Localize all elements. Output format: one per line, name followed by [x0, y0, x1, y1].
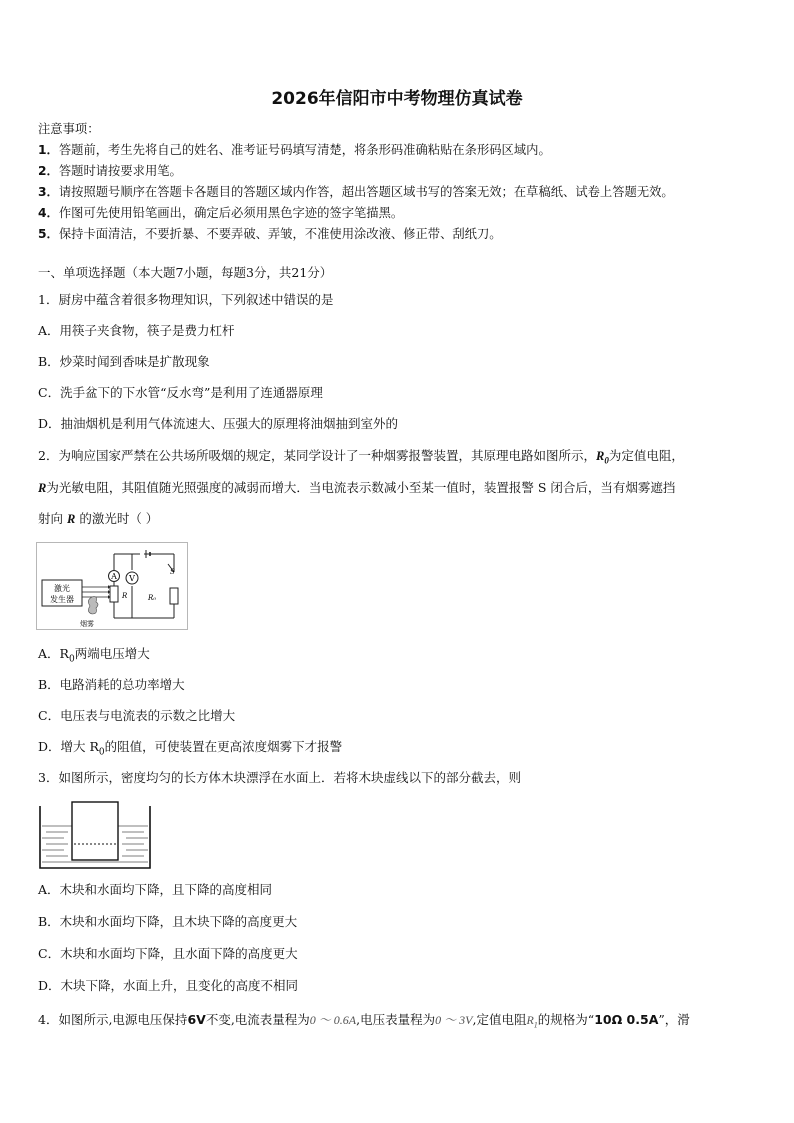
- q1-option-d: D．抽油烟机是利用气体流速大、压强大的原理将油烟抽到室外的: [38, 416, 399, 431]
- notice-item: 4．作图可先使用铅笔画出，确定后必须用黑色字迹的签字笔描黑。: [38, 206, 404, 220]
- q3-option-b: B．木块和水面均下降，且木块下降的高度更大: [38, 914, 298, 929]
- q1-option-b: B．炒菜时闻到香味是扩散现象: [38, 354, 210, 369]
- circuit-diagram: [36, 542, 188, 630]
- smoke-icon: [88, 597, 98, 614]
- ammeter-icon: [109, 571, 120, 582]
- q2-option-d: D．增大 $R_0$的阻值，可使装置在更高浓度烟雾下才报警: [38, 739, 343, 758]
- q3-option-c: C．木块和水面均下降，且水面下降的高度更大: [38, 946, 298, 961]
- floating-block-diagram: [38, 800, 152, 870]
- question-1-stem: 1．厨房中蕴含着很多物理知识，下列叙述中错误的是: [38, 292, 334, 307]
- laser-label-2: 发生器: [50, 595, 74, 604]
- laser-label-1: 激光: [54, 584, 70, 593]
- question-2-stem: R为光敏电阻，其阻值随光照强度的减弱而增大．当电流表示数减小至某一值时，装置报警 S 闭合后，当有烟雾遮挡: [38, 480, 676, 495]
- resistor-r-label: R: [122, 592, 128, 600]
- section-heading: 一、单项选择题（本大题7小题，每题3分，共21分）: [38, 265, 333, 280]
- q1-option-c: C．洗手盆下的下水管“反水弯”是利用了连通器原理: [38, 385, 323, 400]
- notice-item: 5．保持卡面清洁，不要折暴、不要弄破、弄皱，不准使用涂改液、修正带、刮纸刀。: [38, 227, 502, 241]
- notice-item: 1．答题前，考生先将自己的姓名、准考证号码填写清楚，将条形码准确粘贴在条形码区域内。: [38, 143, 551, 157]
- svg-text:A: A: [111, 572, 117, 581]
- q2-option-c: C．电压表与电流表的示数之比增大: [38, 708, 236, 723]
- photoresistor-icon: [110, 586, 118, 602]
- notice-item: 2．答题时请按要求用笔。: [38, 164, 182, 178]
- q2-option-a: A．$R_0$两端电压增大: [38, 646, 150, 665]
- question-4-stem: 4．如图所示,电源电压保持6V不变,电流表量程为0 ～ 0.6A,电压表量程为0 ～ 3V,定值电阻$R_1$的规格为“10Ω 0.5A”，滑: [38, 1012, 690, 1030]
- smoke-label: 烟雾: [80, 620, 94, 628]
- notice-heading: 注意事项：: [38, 122, 100, 136]
- svg-text:V: V: [129, 574, 135, 583]
- switch-label: S: [170, 568, 175, 576]
- wooden-block: [72, 802, 118, 860]
- page-title: 2026年信阳市中考物理仿真试卷: [271, 89, 523, 109]
- question-2-stem: 2．为响应国家严禁在公共场所吸烟的规定，某同学设计了一种烟雾报警装置，其原理电路如图所示，$R_0$为定值电阻，: [38, 448, 684, 466]
- q3-option-d: D．木块下降，水面上升，且变化的高度不相同: [38, 978, 299, 993]
- question-3-stem: 3．如图所示，密度均匀的长方体木块漂浮在水面上．若将木块虚线以下的部分截去，则: [38, 770, 521, 785]
- q1-option-a: A．用筷子夹食物，筷子是费力杠杆: [38, 323, 235, 338]
- q3-option-a: A．木块和水面均下降，且下降的高度相同: [38, 882, 273, 897]
- q2-option-b: B．电路消耗的总功率增大: [38, 677, 185, 692]
- notice-item: 3．请按照题号顺序在答题卡各题目的答题区域内作答，超出答题区域书写的答案无效；在草稿纸、试卷上答题无效。: [38, 185, 674, 199]
- question-2-stem: 射向 R 的激光时（ ）: [38, 511, 159, 526]
- voltmeter-icon: [126, 572, 138, 584]
- resistor-r0-label: R₀: [148, 594, 157, 602]
- fixed-resistor-icon: [170, 588, 178, 604]
